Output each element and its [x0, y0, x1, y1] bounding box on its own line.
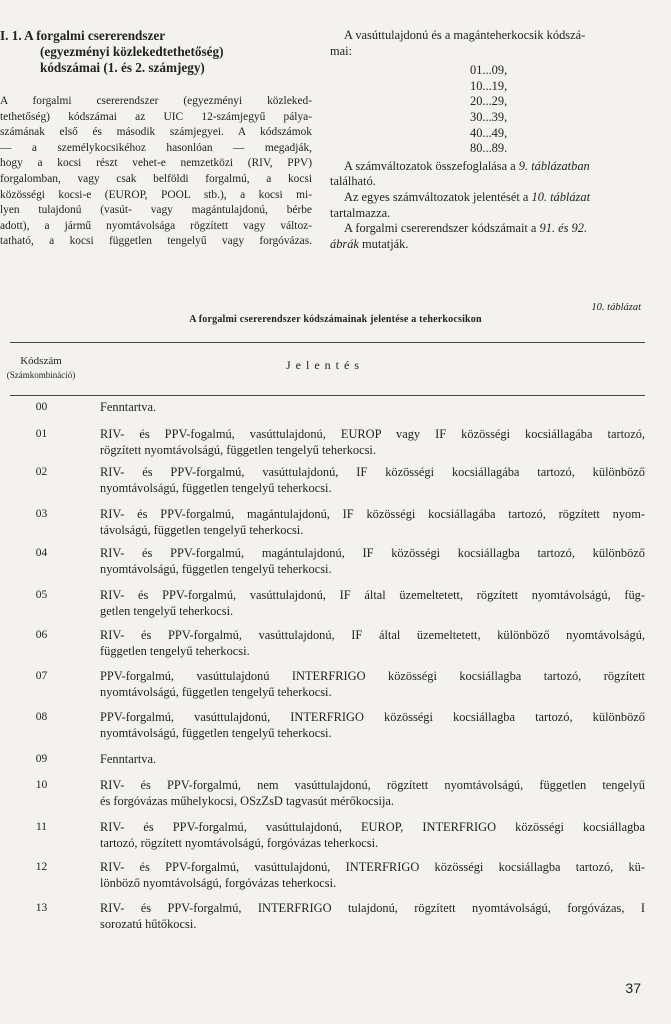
- paragraph-line: közösségi kocsi-e (EUROP, POOL stb.), a kocsi mi-: [0, 188, 312, 201]
- column-header-code: [0, 354, 82, 382]
- description-line: független tengelyű teherkocsi.: [100, 643, 250, 658]
- paragraph-line: — a személykocsikéhoz hasonlóan — megadják,: [0, 141, 312, 154]
- code-ranges-list: [470, 63, 642, 157]
- row-code: 11: [35, 821, 48, 833]
- row-description: [100, 400, 645, 416]
- description-line: RIV- és PPV-forgalmú, magántulajdonú, IF közösségi kocsiállagba tartozó, különböző: [100, 546, 645, 560]
- paragraph-line: A forgalmi csererendszer (egyezményi közleked-: [0, 95, 312, 107]
- table-header-rule: [10, 395, 645, 396]
- description-line: RIV- és PPV-forgalmú, magántulajdonú, IF közösségi kocsiállagába tartozó, rögzített nyom-: [100, 507, 645, 521]
- section-heading: [0, 28, 312, 76]
- code-range: 40...49,: [470, 125, 508, 140]
- code-range: 01...09,: [470, 63, 508, 78]
- paragraph-line: lyen tulajdonú (vasút- vagy magántulajdonú, bérbe: [0, 204, 312, 217]
- row-code: 00: [35, 401, 48, 413]
- description-line: RIV- és PPV-fogalmú, vasúttulajdonú, EUROP vagy IF közösségi kocsiállagába tartozó,: [100, 427, 645, 441]
- description-line: PPV-forgalmú, vasúttulajdonú, INTERFRIGO közösségi kocsiállagba tartozó, különböző: [100, 710, 645, 724]
- page-number: 37: [625, 980, 641, 996]
- description-line: RIV- és PPV-forgalmú, vasúttulajdonú, IF által üzemeltetett, különböző nyomtávolságú,: [100, 628, 645, 642]
- figures-paragraph-end: [330, 237, 642, 253]
- row-code: 12: [35, 861, 48, 873]
- row-description: [100, 427, 645, 458]
- meaning-paragraph-end: tartalmazza.: [330, 205, 391, 220]
- row-code: 09: [35, 753, 48, 765]
- row-code: 04: [35, 547, 48, 559]
- code-range: 30...39,: [470, 109, 508, 124]
- description-line: Fenntartva.: [100, 752, 157, 766]
- code-range: 20...29,: [470, 94, 508, 109]
- figure-reference: 91. és 92.: [539, 221, 588, 236]
- row-description: [100, 752, 645, 768]
- paragraph-line: tethetőség) kódszámai az UIC 12-számjegyű pálya-: [0, 110, 312, 123]
- description-line: nyomtávolságú, független tengelyű teherkocsi.: [100, 561, 332, 576]
- description-line: Fenntartva.: [100, 400, 157, 414]
- description-line: PPV-forgalmú, vasúttulajdonú INTERFRIGO közösségi kocsiállagba tartozó, rögzített: [100, 669, 645, 683]
- row-code: 07: [35, 670, 48, 682]
- description-line: lönböző nyomtávolságú, forgóvázas teherkocsi.: [100, 875, 337, 890]
- heading-line: kódszámai (1. és 2. számjegy): [40, 60, 205, 75]
- code-range: 80...89.: [470, 141, 508, 156]
- column-header-code-label: Kódszám: [20, 355, 62, 367]
- description-line: RIV- és PPV-forgalmú, vasúttulajdonú, EUROP, INTERFRIGO közösségi kocsiállagba: [100, 820, 645, 834]
- intro-paragraph: [0, 94, 312, 250]
- row-code: 08: [35, 711, 48, 723]
- description-line: sorozatú hűtőkocsi.: [100, 916, 197, 931]
- right-column: [330, 28, 642, 252]
- description-line: nyomtávolságú, független tengelyű teherkocsi.: [100, 480, 332, 495]
- codes-intro-line: mai:: [330, 43, 353, 58]
- paragraph-line: tatható, a kocsi független tengelyű vagy forgóvázas.: [0, 235, 312, 248]
- description-line: és forgóvázas műhelykocsi, OSzZsD tagvasút mérőkocsija.: [100, 793, 394, 808]
- text: Az egyes számváltozatok jelentését a: [344, 189, 532, 204]
- description-line: RIV- és PPV-forgalmú, nem vasúttulajdonú, rögzített nyomtávolságú, független tengelyű: [100, 778, 645, 792]
- column-header-meaning: Jelentés: [286, 358, 364, 372]
- text: mutatják.: [358, 236, 409, 251]
- row-description: [100, 588, 645, 619]
- code-range: 10...19,: [470, 78, 508, 93]
- text: A számváltozatok összefoglalása a: [344, 158, 519, 173]
- row-code: 02: [35, 466, 48, 478]
- table-number: 10. táblázat: [591, 302, 641, 313]
- description-line: RIV- és PPV-forgalmú, vasúttulajdonú, INTERFRIGO közösségi kocsiállagba tartozó, kü-: [100, 860, 645, 874]
- table-top-rule: [10, 342, 645, 343]
- row-description: [100, 669, 645, 700]
- row-code: 06: [35, 629, 48, 641]
- row-description: [100, 710, 645, 741]
- row-code: 13: [35, 902, 48, 914]
- table-title: A forgalmi csererendszer kódszámainak jelentése a teherkocsikon: [189, 314, 482, 325]
- table-reference: 10. táblázat: [531, 189, 591, 204]
- description-line: rögzített nyomtávolságú, független tengelyű teherkocsi.: [100, 442, 376, 457]
- paragraph-line: forgalomban, vagy csak belföldi forgalmú, a kocsi: [0, 172, 312, 185]
- row-description: [100, 820, 645, 851]
- description-line: RIV- és PPV-forgalmú, vasúttulajdonú, IF által üzemeltetett, rögzített nyomtávolságú, füg-: [100, 588, 645, 602]
- row-code: 01: [35, 428, 48, 440]
- row-code: 05: [35, 589, 48, 601]
- summary-paragraph-end: található.: [330, 174, 376, 189]
- heading-line: (egyezményi közlekedtethetőség): [40, 44, 224, 59]
- text: A forgalmi csererendszer kódszámait a: [344, 221, 540, 236]
- figure-reference: ábrák: [330, 236, 359, 251]
- row-description: [100, 778, 645, 809]
- figures-paragraph: [330, 221, 642, 237]
- heading-line: I. 1. A forgalmi csererendszer: [0, 28, 166, 43]
- row-description: [100, 546, 645, 577]
- description-line: RIV- és PPV-forgalmú, INTERFRIGO tulajdonú, rögzített nyomtávolságú, forgóvázas, I: [100, 901, 645, 915]
- row-code: 03: [35, 508, 48, 520]
- meaning-paragraph: [330, 190, 642, 206]
- description-line: nyomtávolságú, független tengelyű teherkocsi.: [100, 725, 332, 740]
- row-description: [100, 628, 645, 659]
- codes-intro-line: A vasúttulajdonú és a magánteherkocsik kódszá-: [344, 28, 586, 42]
- description-line: RIV- és PPV-forgalmú, vasúttulajdonú, IF közösségi kocsiállagába tartozó, különböző: [100, 465, 645, 479]
- left-column: [0, 28, 312, 250]
- row-description: [100, 901, 645, 932]
- table-reference: 9. táblázatban: [518, 158, 590, 173]
- row-description: [100, 507, 645, 538]
- description-line: távolságú, független tengelyű teherkocsi.: [100, 522, 304, 537]
- description-line: getlen tengelyű teherkocsi.: [100, 603, 234, 618]
- paragraph-line: hogy a kocsi részt vehet-e nemzetközi (RIV, PPV): [0, 157, 312, 170]
- row-description: [100, 465, 645, 496]
- column-header-code-sub: (Számkombináció): [6, 370, 76, 380]
- paragraph-line: számának első és második számjegyei. A kódszámok: [0, 126, 312, 139]
- row-description: [100, 860, 645, 891]
- description-line: tartozó, rögzített nyomtávolságú, forgóvázas teherkocsi.: [100, 835, 379, 850]
- description-line: nyomtávolságú, független tengelyű teherkocsi.: [100, 684, 332, 699]
- summary-paragraph: [330, 159, 642, 175]
- paragraph-line: adott), a jármű nyomtávolsága rögzített vagy változ-: [0, 219, 312, 232]
- row-code: 10: [35, 779, 48, 791]
